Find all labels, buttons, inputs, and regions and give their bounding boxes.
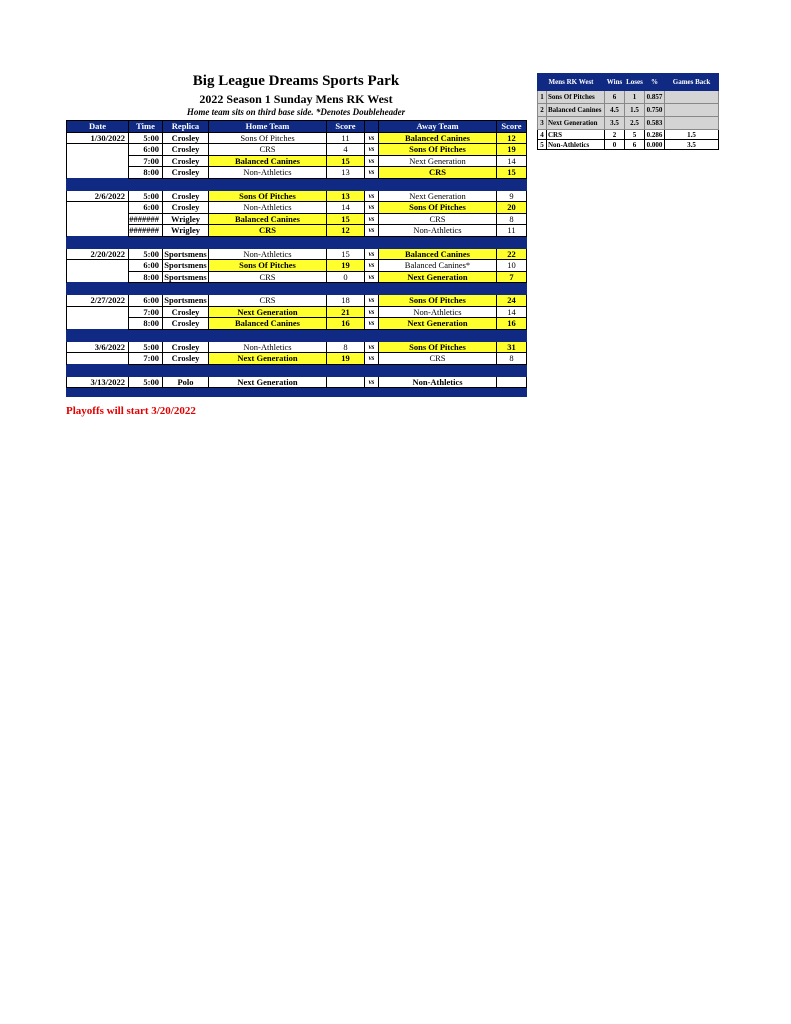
game-time: 5:00 <box>129 190 163 202</box>
standings-losses: 5 <box>625 130 645 140</box>
game-replica: Sportsmens <box>164 271 207 282</box>
standings-losses: 6 <box>625 140 645 150</box>
game-replica: Wrigley <box>163 213 209 225</box>
page-subtitle: 2022 Season 1 Sunday Mens RK West <box>199 92 393 106</box>
game-replica: Crosley <box>163 155 209 167</box>
standings-losses: 2.5 <box>625 117 645 130</box>
standings-header-row <box>538 74 719 91</box>
standings-team: Sons Of Pitches <box>547 91 605 104</box>
schedule-body <box>67 132 527 397</box>
game-time: 5:00 <box>129 132 163 144</box>
vs-label: vs <box>365 190 379 202</box>
game-time: 8:00 <box>129 167 163 179</box>
week-separator-bar <box>67 388 527 397</box>
standings-row <box>538 104 719 117</box>
game-date <box>67 306 129 318</box>
away-team: Non-Athletics <box>379 376 497 388</box>
game-date <box>67 202 129 214</box>
standings-wins: 4.5 <box>605 104 625 117</box>
vs-label: vs <box>365 225 379 237</box>
away-team: Non-Athletics <box>379 306 497 318</box>
col-home-score-header: Score <box>327 121 365 133</box>
game-row <box>67 190 527 202</box>
standings-losses-header: Loses <box>625 74 645 91</box>
game-row <box>67 295 527 307</box>
game-time: 5:00 <box>129 376 163 388</box>
game-time: 8:00 <box>129 318 163 330</box>
standings-games-back: 3.5 <box>665 140 719 150</box>
away-score: 8 <box>497 353 527 365</box>
game-replica: Crosley <box>163 353 209 365</box>
away-score <box>497 376 527 388</box>
standings-games-back <box>665 91 719 104</box>
game-row <box>67 225 527 237</box>
away-team: CRS <box>379 167 497 179</box>
home-team: Non-Athletics <box>209 341 327 353</box>
schedule-header-row <box>67 121 527 133</box>
game-time: 6:00 <box>129 202 163 214</box>
away-team: CRS <box>379 213 497 225</box>
game-replica: Wrigley <box>163 225 209 237</box>
week-separator <box>67 329 527 341</box>
standings-row <box>538 117 719 130</box>
away-team: Balanced Canines <box>379 248 497 260</box>
vs-label: vs <box>365 271 379 283</box>
away-score: 16 <box>497 318 527 330</box>
standings-team: Non-Athletics <box>547 140 605 150</box>
away-score: 9 <box>497 190 527 202</box>
standings-games-back: 1.5 <box>665 130 719 140</box>
standings-wins: 6 <box>605 91 625 104</box>
home-team: CRS <box>209 271 327 283</box>
home-team: Sons Of Pitches <box>209 190 327 202</box>
home-score: 15 <box>327 213 365 225</box>
standings-body <box>538 91 719 150</box>
away-team: Non-Athletics <box>379 225 497 237</box>
game-row <box>67 271 527 283</box>
standings-games-back-header: Games Back <box>665 74 719 91</box>
game-row <box>67 353 527 365</box>
standings-rank: 2 <box>538 104 547 117</box>
week-separator-bar <box>67 178 527 190</box>
col-away-score-header: Score <box>497 121 527 133</box>
away-team: Sons Of Pitches <box>379 144 497 156</box>
away-score: 31 <box>497 341 527 353</box>
game-date <box>67 318 129 330</box>
game-date <box>67 155 129 167</box>
home-score: 12 <box>327 225 365 237</box>
game-row <box>67 144 527 156</box>
game-row <box>67 132 527 144</box>
col-replica-header: Replica <box>163 121 209 133</box>
standings-team: Next Generation <box>547 117 605 130</box>
week-separator <box>67 178 527 190</box>
game-date <box>67 213 129 225</box>
home-team: Non-Athletics <box>209 202 327 214</box>
game-replica: Crosley <box>163 341 209 353</box>
week-separator-bar <box>67 236 527 248</box>
vs-label: vs <box>365 248 379 260</box>
away-score: 19 <box>497 144 527 156</box>
standings-row <box>538 140 719 150</box>
away-score: 22 <box>497 248 527 260</box>
home-score: 15 <box>327 248 365 260</box>
col-time-header: Time <box>129 121 163 133</box>
standings-table <box>537 73 719 150</box>
home-score: 19 <box>327 353 365 365</box>
away-team: Sons Of Pitches <box>379 341 497 353</box>
game-time: 6:00 <box>129 144 163 156</box>
game-time: 6:00 <box>129 295 163 307</box>
vs-label: vs <box>365 213 379 225</box>
vs-label: vs <box>365 155 379 167</box>
away-team: Balanced Canines* <box>379 260 497 272</box>
home-score: 13 <box>327 190 365 202</box>
standings-row <box>538 130 719 140</box>
game-date: 2/6/2022 <box>67 190 129 202</box>
home-team: Next Generation <box>209 353 327 365</box>
away-score: 14 <box>497 155 527 167</box>
standings-team: CRS <box>547 130 605 140</box>
vs-label: vs <box>365 341 379 353</box>
game-time: ####### <box>129 225 163 237</box>
standings-losses: 1 <box>625 91 645 104</box>
vs-label: vs <box>365 167 379 179</box>
week-separator <box>67 388 527 397</box>
away-team: Next Generation <box>379 318 497 330</box>
game-row <box>67 213 527 225</box>
game-replica: Crosley <box>163 132 209 144</box>
game-date <box>67 225 129 237</box>
game-date <box>67 260 129 272</box>
home-team: Non-Athletics <box>209 167 327 179</box>
game-time: 6:00 <box>129 260 163 272</box>
home-score: 21 <box>327 306 365 318</box>
game-date: 2/20/2022 <box>67 248 129 260</box>
game-replica: Crosley <box>163 167 209 179</box>
page-title: Big League Dreams Sports Park <box>192 73 400 89</box>
standings-rank: 1 <box>538 91 547 104</box>
game-row <box>67 167 527 179</box>
vs-label: vs <box>365 376 379 388</box>
playoffs-notice: Playoffs will start 3/20/2022 <box>66 405 196 417</box>
col-vs-header <box>365 121 379 133</box>
home-team: Next Generation <box>209 306 327 318</box>
game-row <box>67 341 527 353</box>
week-separator <box>67 236 527 248</box>
vs-label: vs <box>365 353 379 365</box>
home-team: Sons Of Pitches <box>209 260 327 272</box>
home-team: CRS <box>209 295 327 307</box>
away-score: 14 <box>497 306 527 318</box>
standings-games-back <box>665 117 719 130</box>
away-score: 10 <box>497 260 527 272</box>
away-score: 12 <box>497 132 527 144</box>
standings-losses: 1.5 <box>625 104 645 117</box>
standings-pct: 0.583 <box>645 117 665 130</box>
game-date: 3/13/2022 <box>67 376 129 388</box>
home-team: Sons Of Pitches <box>209 132 327 144</box>
game-time: 7:00 <box>129 353 163 365</box>
game-replica: Crosley <box>163 144 209 156</box>
game-row <box>67 248 527 260</box>
standings-pct: 0.750 <box>645 104 665 117</box>
game-time: ####### <box>129 213 163 225</box>
away-team: Next Generation <box>379 271 497 283</box>
home-score: 11 <box>327 132 365 144</box>
home-team: CRS <box>209 225 327 237</box>
away-score: 11 <box>497 225 527 237</box>
standings-wins: 3.5 <box>605 117 625 130</box>
game-date: 1/30/2022 <box>67 132 129 144</box>
home-score: 0 <box>327 271 365 283</box>
home-team: Balanced Canines <box>209 213 327 225</box>
away-score: 7 <box>497 271 527 283</box>
home-score: 4 <box>327 144 365 156</box>
away-team: Next Generation <box>379 190 497 202</box>
away-score: 8 <box>497 213 527 225</box>
home-team: Next Generation <box>209 376 327 388</box>
week-separator-bar <box>67 283 527 295</box>
standings-rank: 4 <box>538 130 547 140</box>
game-replica: Sportsmens <box>164 260 207 271</box>
game-replica: Crosley <box>163 202 209 214</box>
standings-pct: 0.000 <box>645 140 665 150</box>
away-team: Balanced Canines <box>379 132 497 144</box>
home-score <box>327 376 365 388</box>
schedule-table <box>66 120 527 397</box>
vs-label: vs <box>365 295 379 307</box>
standings-rank: 3 <box>538 117 547 130</box>
game-row <box>67 260 527 272</box>
away-score: 24 <box>497 295 527 307</box>
game-time: 5:00 <box>129 248 163 260</box>
week-separator-bar <box>67 329 527 341</box>
vs-label: vs <box>365 318 379 330</box>
game-replica: Polo <box>163 376 209 388</box>
home-team: CRS <box>209 144 327 156</box>
standings-pct: 0.857 <box>645 91 665 104</box>
col-date-header: Date <box>67 121 129 133</box>
game-date <box>67 271 129 283</box>
away-team: Sons Of Pitches <box>379 295 497 307</box>
standings-wins-header: Wins <box>605 74 625 91</box>
vs-label: vs <box>365 132 379 144</box>
home-team: Balanced Canines <box>209 155 327 167</box>
game-row <box>67 376 527 388</box>
standings-games-back <box>665 104 719 117</box>
week-separator-bar <box>67 364 527 376</box>
vs-label: vs <box>365 260 379 272</box>
game-date <box>67 144 129 156</box>
standings-pct: 0.286 <box>645 130 665 140</box>
home-score: 16 <box>327 318 365 330</box>
game-replica: Sportsmens <box>164 248 207 259</box>
game-row <box>67 155 527 167</box>
vs-label: vs <box>365 306 379 318</box>
game-row <box>67 202 527 214</box>
week-separator <box>67 283 527 295</box>
game-row <box>67 306 527 318</box>
standings-row <box>538 91 719 104</box>
game-time: 7:00 <box>129 155 163 167</box>
away-score: 15 <box>497 167 527 179</box>
game-replica: Crosley <box>163 318 209 330</box>
game-replica: Sportsmens <box>164 295 207 306</box>
game-date: 2/27/2022 <box>67 295 129 307</box>
game-row <box>67 318 527 330</box>
game-date <box>67 167 129 179</box>
col-away-team-header: Away Team <box>379 121 497 133</box>
standings-division-header: Mens RK West <box>538 74 605 91</box>
game-time: 7:00 <box>129 306 163 318</box>
schedule-note: Home team sits on third base side. *Denotes Doubleheader <box>186 107 406 117</box>
standings-rank: 5 <box>538 140 547 150</box>
home-team: Balanced Canines <box>209 318 327 330</box>
game-replica: Crosley <box>163 190 209 202</box>
game-time: 5:00 <box>129 341 163 353</box>
home-score: 8 <box>327 341 365 353</box>
away-team: Sons Of Pitches <box>379 202 497 214</box>
away-score: 20 <box>497 202 527 214</box>
col-home-team-header: Home Team <box>209 121 327 133</box>
game-replica: Crosley <box>163 306 209 318</box>
away-team: CRS <box>379 353 497 365</box>
vs-label: vs <box>365 202 379 214</box>
home-score: 15 <box>327 155 365 167</box>
vs-label: vs <box>365 144 379 156</box>
game-date <box>67 353 129 365</box>
standings-pct-header: % <box>645 74 665 91</box>
home-score: 19 <box>327 260 365 272</box>
game-date: 3/6/2022 <box>67 341 129 353</box>
standings-wins: 0 <box>605 140 625 150</box>
game-time: 8:00 <box>129 271 163 283</box>
away-team: Next Generation <box>379 155 497 167</box>
standings-team: Balanced Canines <box>547 104 605 117</box>
home-score: 13 <box>327 167 365 179</box>
home-score: 14 <box>327 202 365 214</box>
home-team: Non-Athletics <box>209 248 327 260</box>
home-score: 18 <box>327 295 365 307</box>
week-separator <box>67 364 527 376</box>
standings-wins: 2 <box>605 130 625 140</box>
